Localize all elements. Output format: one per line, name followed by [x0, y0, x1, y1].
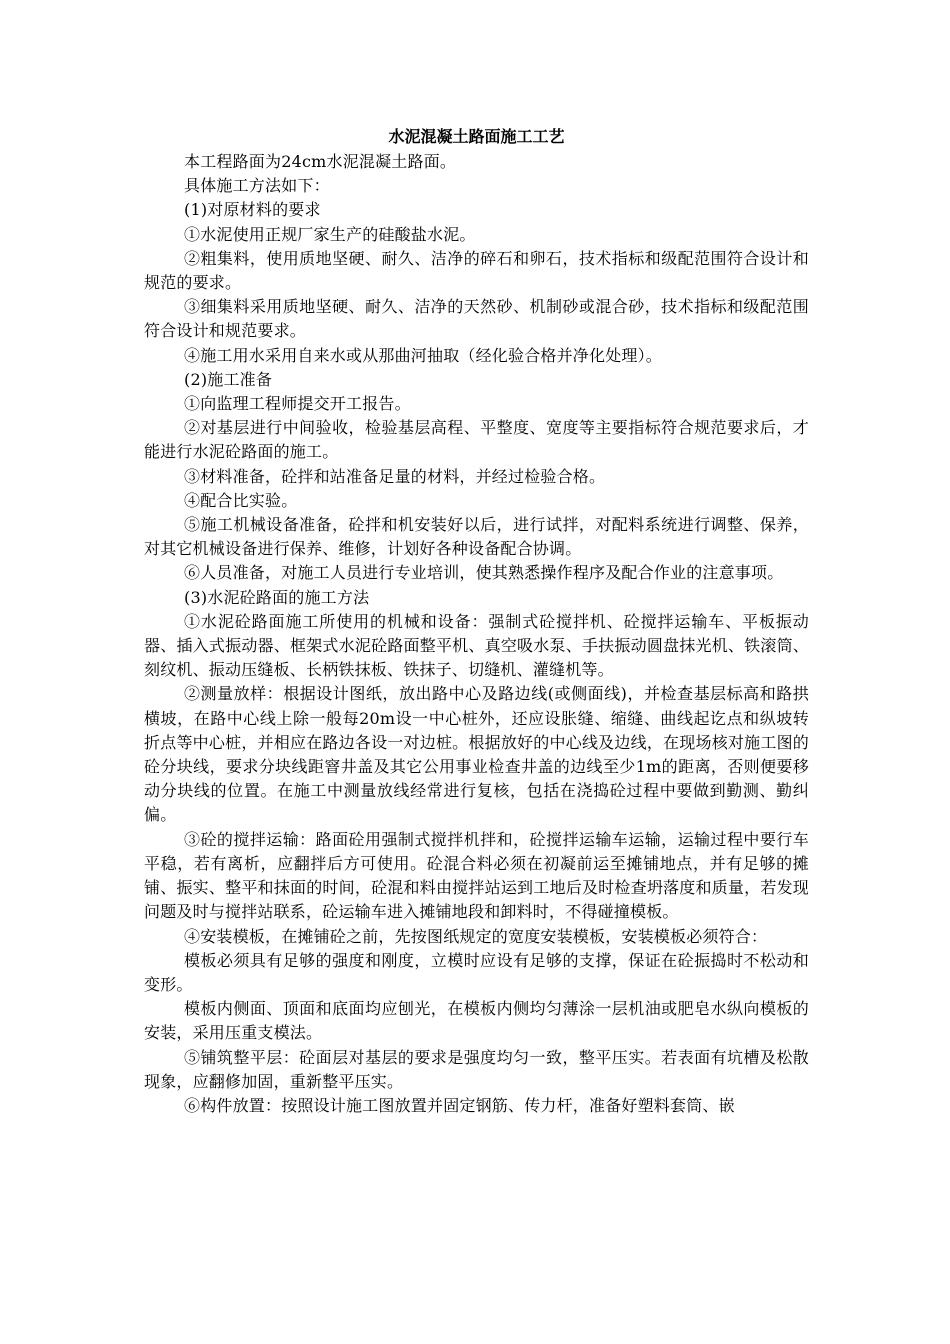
paragraph: ②对基层进行中间验收，检验基层高程、平整度、宽度等主要指标符合规范要求后，才能进行水泥砼路面的施工。 — [144, 418, 809, 462]
paragraph: ③砼的搅拌运输：路面砼用强制式搅拌机拌和，砼搅拌运输车运输，运输过程中要行车平稳，若有离析，应翻拌后方可使用。砼混合料必须在初凝前运至摊铺地点，并有足够的摊铺、振实、整平和抹面的时间，砼混和料由搅拌站运到工地后及时检查坍落度和质量，若发现问题及时与搅拌站联系，砼运输车进入摊铺地段和卸料时，不得碰撞模板。 — [144, 829, 809, 922]
paragraph: ④安装模板，在摊铺砼之前，先按图纸规定的宽度安装模板，安装模板必须符合： — [184, 926, 768, 946]
paragraph: ①水泥砼路面施工所使用的机械和设备：强制式砼搅拌机、砼搅拌运输车、平板振动器、插入式振动器、框架式水泥砼路面整平机、真空吸水泵、手扶振动圆盘抹光机、铁滚筒、刻纹机、振动压缝板、长柄铁抹板、铁抹子、切缝机、灌缝机等。 — [144, 611, 809, 680]
document-body — [144, 124, 809, 1118]
paragraph: ⑥构件放置：按照设计施工图放置并固定钢筋、传力杆，准备好塑料套筒、嵌 — [184, 1095, 735, 1115]
paragraph: ⑤施工机械设备准备，砼拌和机安装好以后，进行试拌，对配料系统进行调整、保养，对其它机械设备进行保养、维修，计划好各种设备配合协调。 — [144, 515, 809, 559]
paragraph: ④施工用水采用自来水或从那曲河抽取（经化验合格并净化处理）。 — [184, 345, 663, 365]
paragraph: ④配合比实验。 — [184, 490, 298, 510]
paragraph: ①向监理工程师提交开工报告。 — [184, 394, 411, 414]
paragraph: 模板内侧面、顶面和底面均应刨光，在模板内侧均匀薄涂一层机油或肥皂水纵向模板的安装，采用压重支模法。 — [144, 999, 809, 1043]
section-heading: (1)对原材料的要求 — [184, 200, 321, 220]
paragraph: ③材料准备，砼拌和站准备足量的材料，并经过检验合格。 — [184, 466, 606, 486]
paragraph: 具体施工方法如下： — [184, 176, 330, 196]
paragraph: ②测量放样：根据设计图纸，放出路中心及路边线(或侧面线)，并检查基层标高和路拱横坡，在路中心线上除一般每20m设一中心桩外，还应设胀缝、缩缝、曲线起讫点和纵坡转折点等中心桩，并相应在路边各设一对边桩。根据放好的中心线及边线，在现场核对施工图的砼分块线，要求分块线距窨井盖及其它公用事业检查井盖的边线至少1m的距离，否则便要移动分块线的位置。在施工中测量放线经常进行复核，包括在浇捣砼过程中要做到勤测、勤纠偏。 — [144, 684, 809, 825]
paragraph: ⑤铺筑整平层：砼面层对基层的要求是强度均匀一致，整平压实。若表面有坑槽及松散现象，应翻修加固，重新整平压实。 — [144, 1047, 809, 1091]
paragraph: 本工程路面为24cm水泥混凝土路面。 — [184, 152, 457, 171]
paragraph: ①水泥使用正规厂家生产的硅酸盐水泥。 — [184, 224, 476, 244]
paragraph: 模板必须具有足够的强度和刚度，立模时应设有足够的支撑，保证在砼振捣时不松动和变形。 — [144, 950, 809, 994]
paragraph: ⑥人员准备，对施工人员进行专业培训，使其熟悉操作程序及配合作业的注意事项。 — [184, 563, 784, 583]
section-heading: (2)施工准备 — [184, 369, 273, 389]
paragraph: ③细集料采用质地坚硬、耐久、洁净的天然砂、机制砂或混合砂，技术指标和级配范围符合设计和规范要求。 — [144, 297, 809, 341]
document-title: 水泥混凝土路面施工工艺 — [388, 127, 565, 146]
paragraph: ②粗集料，使用质地坚硬、耐久、洁净的碎石和卵石，技术指标和级配范围符合设计和规范的要求。 — [144, 248, 809, 293]
section-heading: (3)水泥砼路面的施工方法 — [184, 587, 370, 607]
